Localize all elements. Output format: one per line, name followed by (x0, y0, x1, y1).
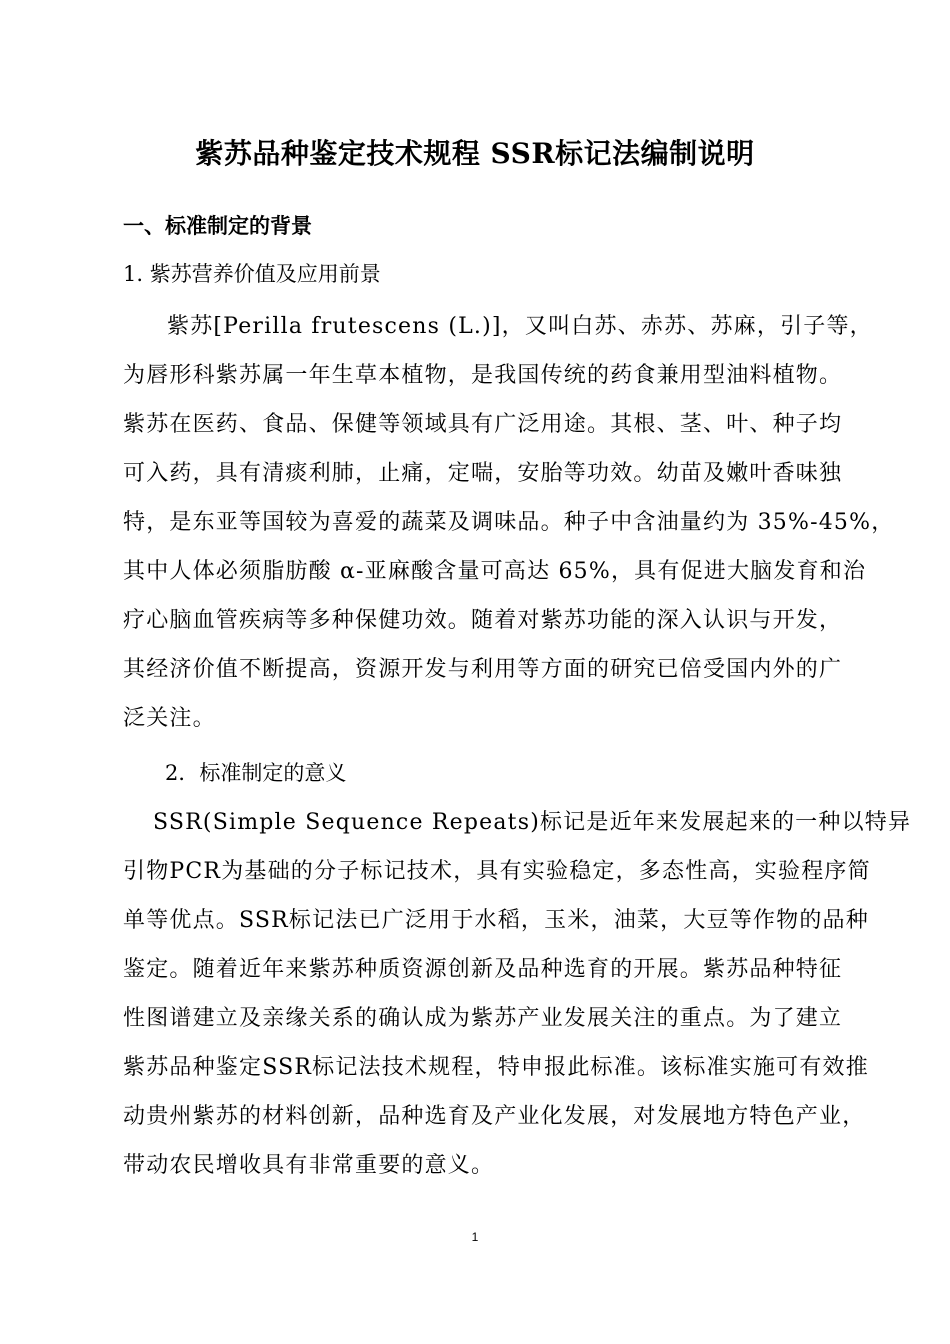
paragraph-ssr-significance (123, 798, 912, 1190)
paragraph-line: 特，是东亚等国较为喜爱的蔬菜及调味品。种子中含油量约为 35%-45%， (123, 510, 895, 535)
paragraph-line: 紫苏在医药、食品、保健等领域具有广泛用途。其根、茎、叶、种子均 (123, 412, 843, 437)
paragraph-line: 泛关注。 (123, 706, 216, 731)
subsection-heading-significance: 2．标准制定的意义 (165, 761, 347, 785)
paragraph-line: 疗心脑血管疾病等多种保健功效。随着对紫苏功能的深入认识与开发， (123, 608, 843, 633)
paragraph-line: SSR(Simple Sequence Repeats)标记是近年来发展起来的一种以特异 (153, 810, 912, 835)
paragraph-line: 其中人体必须脂肪酸 α-亚麻酸含量可高达 65%，具有促进大脑发育和治 (123, 559, 867, 584)
paragraph-line: 鉴定。随着近年来紫苏种质资源创新及品种选育的开展。紫苏品种特征 (123, 957, 843, 982)
paragraph-line: 紫苏品种鉴定SSR标记法技术规程，特申报此标准。该标准实施可有效推 (123, 1055, 869, 1080)
paragraph-line: 可入药，具有清痰利肺，止痛，定喘，安胎等功效。幼苗及嫩叶香味独 (123, 461, 843, 486)
paragraph-line: 引物PCR为基础的分子标记技术，具有实验稳定，多态性高，实验程序简 (123, 859, 871, 884)
paragraph-line: 为唇形科紫苏属一年生草本植物，是我国传统的药食兼用型油料植物。 (123, 363, 843, 388)
page-number: 1 (471, 1230, 479, 1244)
paragraph-line: 紫苏[Perilla frutescens (L.)]，又叫白苏、赤苏、苏麻，引子等， (167, 314, 873, 339)
subsection-heading-value: 1. 紫苏营养价值及应用前景 (123, 262, 381, 286)
paragraph-line: 性图谱建立及亲缘关系的确认成为紫苏产业发展关注的重点。为了建立 (123, 1006, 843, 1031)
paragraph-line: 其经济价值不断提高，资源开发与利用等方面的研究已倍受国内外的广 (123, 657, 843, 682)
paragraph-perilla-value (123, 302, 895, 743)
paragraph-line: 带动农民增收具有非常重要的意义。 (123, 1153, 495, 1178)
section-heading-background: 一、标准制定的背景 (123, 213, 312, 238)
document-title: 紫苏品种鉴定技术规程 SSR标记法编制说明 (195, 137, 755, 170)
paragraph-line: 单等优点。SSR标记法已广泛用于水稻，玉米，油菜，大豆等作物的品种 (123, 908, 869, 933)
paragraph-line: 动贵州紫苏的材料创新，品种选育及产业化发展，对发展地方特色产业， (123, 1104, 866, 1129)
